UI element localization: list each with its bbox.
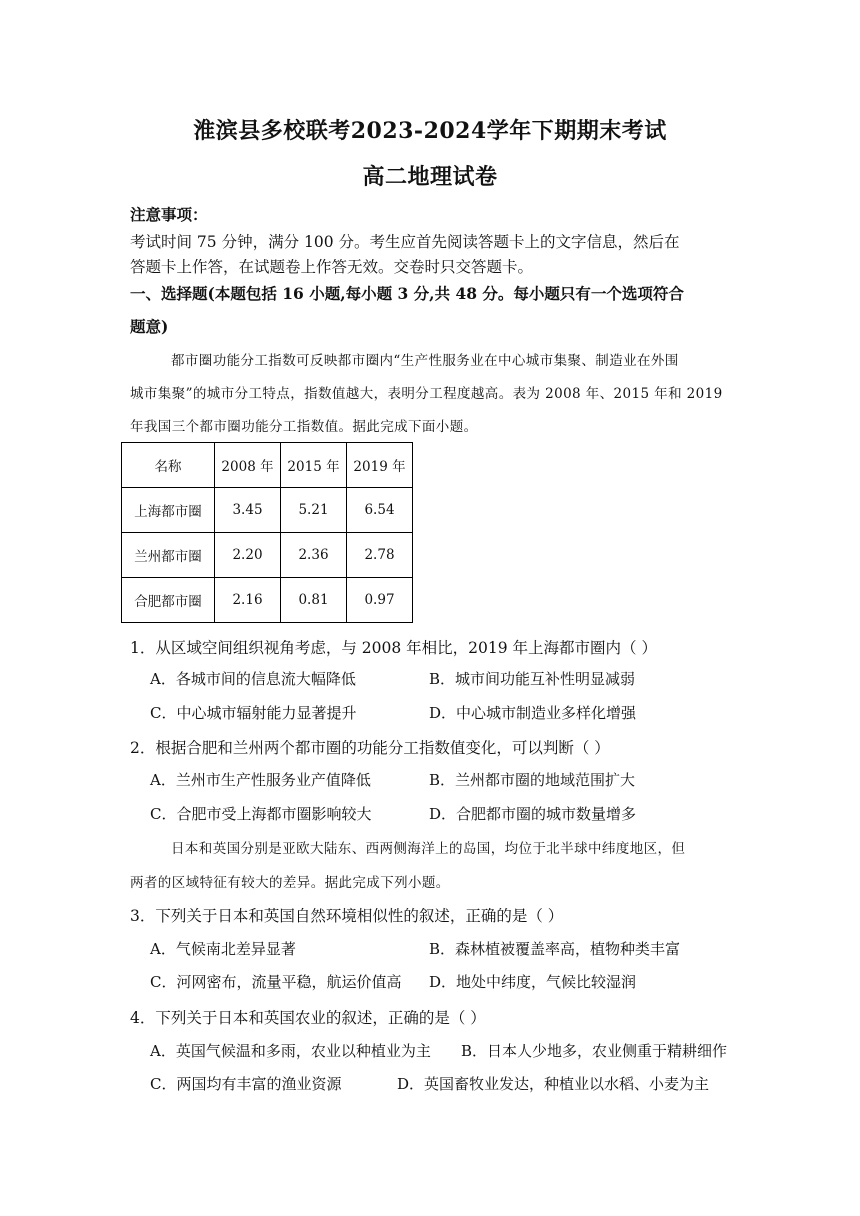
table-cell: 0.97 (347, 578, 413, 623)
table-cell: 0.81 (281, 578, 347, 623)
question-stem: 3．下列关于日本和英国自然环境相似性的叙述，正确的是（ ） (130, 907, 564, 925)
table-cell: 2.20 (215, 533, 281, 578)
option-a: A．兰州市生产性服务业产值降低 (150, 771, 371, 789)
table-cell: 合肥都市圈 (122, 578, 215, 623)
exam-subtitle: 高二地理试卷 (362, 164, 498, 190)
option-a: A．气候南北差异显著 (150, 940, 296, 958)
table-header-cell: 2019 年 (347, 443, 413, 488)
passage-line: 城市集聚”的城市分工特点，指数值越大，表明分工程度越高。表为 2008 年、2015 年和 2019 (130, 386, 723, 402)
question-stem: 4．下列关于日本和英国农业的叙述，正确的是（ ） (130, 1009, 486, 1027)
table-cell: 兰州都市圈 (122, 533, 215, 578)
table-header-row (122, 443, 413, 488)
option-d: D．中心城市制造业多样化增强 (429, 704, 637, 722)
table-cell: 2.16 (215, 578, 281, 623)
passage-line: 日本和英国分别是亚欧大陆东、西两侧海洋上的岛国，均位于北半球中纬度地区，但 (171, 841, 686, 857)
table-row (122, 488, 413, 533)
option-b: B．兰州都市圈的地域范围扩大 (429, 771, 636, 789)
option-c: C．河网密布，流量平稳，航运价值高 (150, 973, 402, 991)
table-cell: 2.78 (347, 533, 413, 578)
option-b: B．日本人少地多，农业侧重于精耕细作 (461, 1042, 728, 1060)
data-table (121, 442, 413, 623)
option-c: C．中心城市辐射能力显著提升 (150, 704, 357, 722)
question-stem: 2．根据合肥和兰州两个都市圈的功能分工指数值变化，可以判断（ ） (130, 739, 610, 757)
table-header-cell: 名称 (122, 443, 215, 488)
section-heading: 一、选择题(本题包括 16 小题,每小题 3 分,共 48 分。每小题只有一个选项符合 (130, 284, 684, 303)
option-c: C．合肥市受上海都市圈影响较大 (150, 805, 372, 823)
option-a: A．英国气候温和多雨，农业以种植业为主 (150, 1042, 431, 1060)
notice-heading: 注意事项： (130, 205, 208, 224)
option-b: B．城市间功能互补性明显减弱 (429, 670, 636, 688)
option-b: B．森林植被覆盖率高，植物种类丰富 (429, 940, 681, 958)
option-c: C．两国均有丰富的渔业资源 (150, 1075, 342, 1093)
table-cell: 2.36 (281, 533, 347, 578)
option-d: D．英国畜牧业发达，种植业以水稻、小麦为主 (397, 1075, 710, 1093)
section-heading: 题意) (130, 317, 169, 336)
table-row (122, 533, 413, 578)
table-cell: 5.21 (281, 488, 347, 533)
passage-line: 两者的区域特征有较大的差异。据此完成下列小题。 (130, 875, 450, 891)
table-header-cell: 2008 年 (215, 443, 281, 488)
exam-title: 淮滨县多校联考2023-2024学年下期期末考试 (193, 118, 667, 144)
question-stem: 1．从区域空间组织视角考虑，与 2008 年相比，2019 年上海都市圈内（ ） (130, 639, 657, 657)
notice-line: 答题卡上作答，在试题卷上作答无效。交卷时只交答题卡。 (130, 258, 534, 276)
option-d: D．地处中纬度，气候比较湿润 (429, 973, 637, 991)
table-cell: 上海都市圈 (122, 488, 215, 533)
option-d: D．合肥都市圈的城市数量增多 (429, 805, 637, 823)
notice-line: 考试时间 75 分钟，满分 100 分。考生应首先阅读答题卡上的文字信息，然后在 (130, 233, 680, 251)
table-header-cell: 2015 年 (281, 443, 347, 488)
table-row (122, 578, 413, 623)
passage-line: 年我国三个都市圈功能分工指数值。据此完成下面小题。 (130, 419, 478, 435)
option-a: A．各城市间的信息流大幅降低 (150, 670, 356, 688)
table-cell: 3.45 (215, 488, 281, 533)
table-cell: 6.54 (347, 488, 413, 533)
passage-line: 都市圈功能分工指数可反映都市圈内“生产性服务业在中心城市集聚、制造业在外围 (171, 353, 679, 369)
